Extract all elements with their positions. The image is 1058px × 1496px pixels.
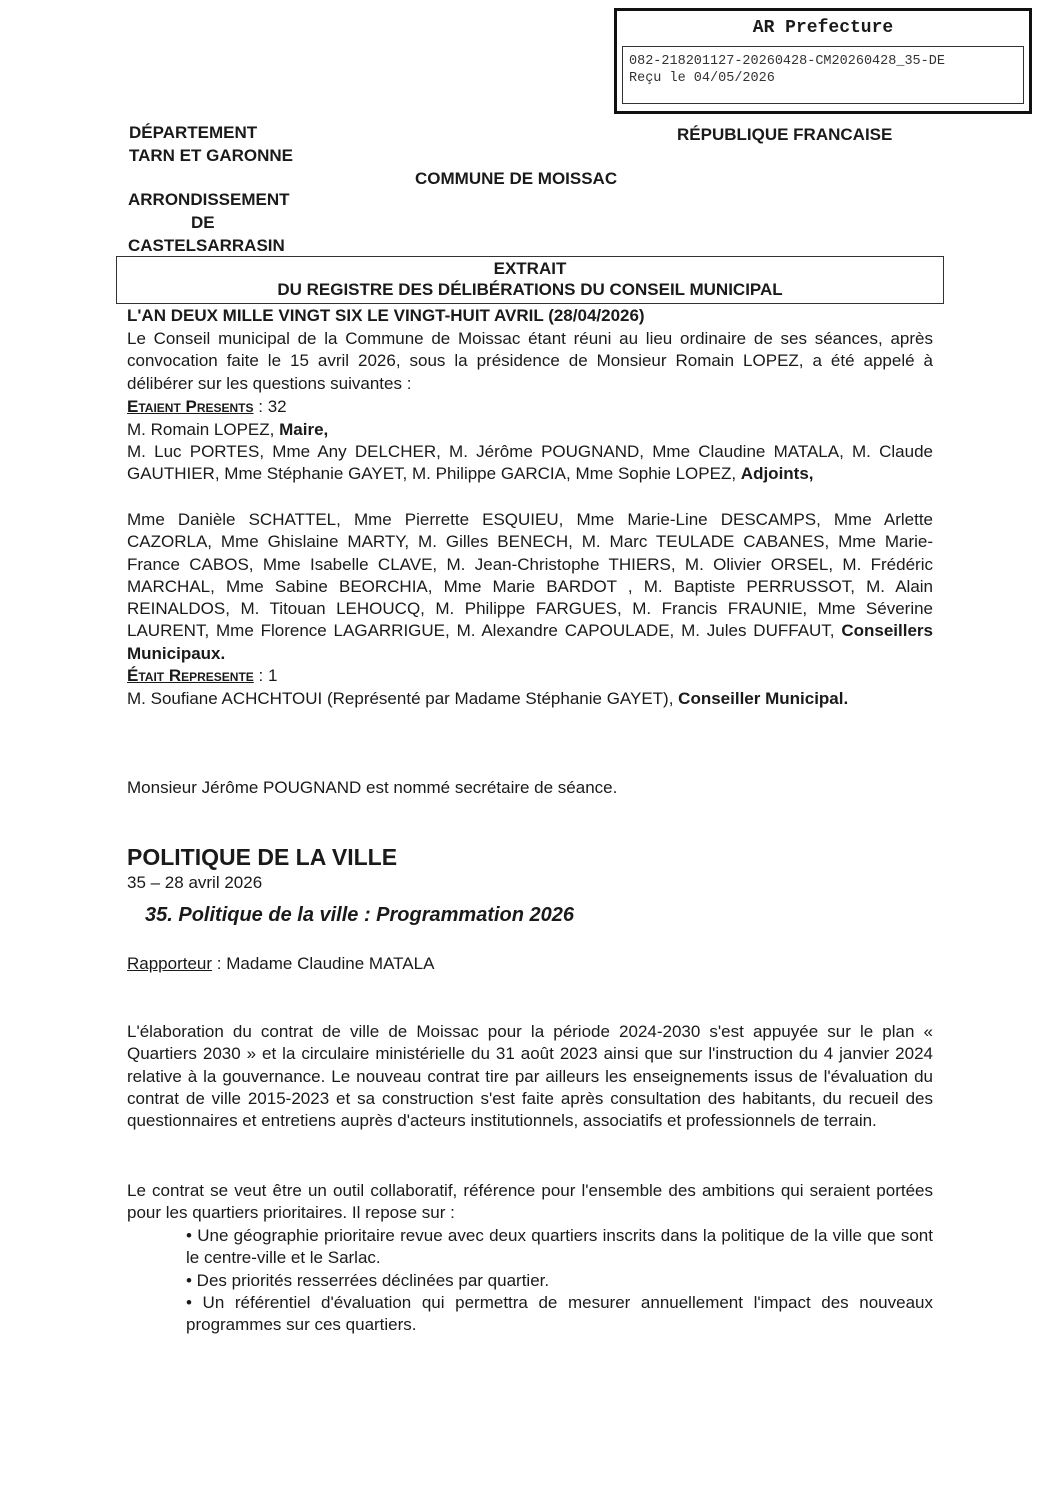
adjoints-names: M. Luc PORTES, Mme Any DELCHER, M. Jérôme POUGNAND, Mme Claudine MATALA, M. Claude GAUTHIER, Mme Stéphanie GAYET, M. Philippe GARCIA, Mme Sophie LOPEZ,: [127, 442, 933, 484]
rapporteur-label: Rapporteur: [127, 954, 213, 973]
arrondissement-line-1: ARRONDISSEMENT: [128, 190, 290, 209]
session-date: L'AN DEUX MILLE VINGT SIX LE VINGT-HUIT AVRIL (28/04/2026): [127, 306, 645, 325]
stamp-title: AR Prefecture: [752, 18, 894, 38]
stamp-reference: 082-218201127-20260428-CM20260428_35-DE: [629, 54, 945, 69]
conseillers-role: Conseillers Municipaux.: [127, 621, 933, 663]
departement-label: [129, 121, 293, 167]
arrondissement-label: [128, 188, 328, 257]
secretaire-line: Monsieur Jérôme POUGNAND est nommé secrétaire de séance.: [127, 778, 618, 797]
adjoints-block: [127, 441, 933, 486]
presents-label: Etaient Presents: [127, 397, 254, 416]
represente-count: : 1: [253, 666, 278, 685]
republique-label: RÉPUBLIQUE FRANCAISE: [677, 125, 893, 144]
maire-name: M. Romain LOPEZ,: [127, 420, 280, 439]
arrondissement-line-3: CASTELSARRASIN: [128, 236, 285, 255]
rapporteur-line: [127, 953, 933, 975]
rapporteur-value: : Madame Claudine MATALA: [212, 954, 435, 973]
paragraph-1: L'élaboration du contrat de ville de Moissac pour la période 2024-2030 s'est appuyée sur le plan « Quartiers 2030 » et la circulaire ministérielle du 31 août 2023 ainsi que sur l'instruction du 4 janvier 2024 relative à la gouvernance. Le nouveau contrat tire par ailleurs les enseignements issus de l'évaluation du contrat de ville 2015-2023 et sa construction s'est faite après consultation des habitants, du recueil des questionnaires et entretiens auprès d'acteurs institutionnels, associatifs et professionnels de terrain.: [127, 1022, 933, 1131]
section-ref: 35 – 28 avril 2026: [127, 873, 263, 892]
paragraph-2: Le contrat se veut être un outil collaboratif, référence pour l'ensemble des ambitions qui seraient portées pour les quartiers prioritaires. Il repose sur :: [127, 1181, 933, 1223]
extrait-line-2: DU REGISTRE DES DÉLIBÉRATIONS DU CONSEIL MUNICIPAL: [277, 280, 783, 299]
list-item: • Un référentiel d'évaluation qui permettra de mesurer annuellement l'impact des nouveaux programmes sur ces quartiers.: [186, 1292, 933, 1335]
adjoints-role: Adjoints,: [740, 464, 814, 484]
maire-role: Maire,: [279, 420, 329, 439]
stamp-details: [622, 46, 1024, 104]
list-item: • Des priorités resserrées déclinées par quartier.: [186, 1270, 550, 1290]
bullet-list: [186, 1225, 933, 1336]
presents-line: [127, 396, 933, 418]
section-title: POLITIQUE DE LA VILLE: [127, 844, 398, 870]
conseillers-block: [127, 509, 933, 665]
list-item: • Une géographie prioritaire revue avec deux quartiers inscrits dans la politique de la ville que sont le centre-ville et le Sarlac.: [186, 1226, 933, 1268]
departement-line-2: TARN ET GARONNE: [129, 146, 294, 165]
represente-label: Était Represente: [127, 666, 254, 685]
represente-line: [127, 665, 933, 687]
extrait-line-1: EXTRAIT: [493, 259, 567, 278]
commune-label: COMMUNE DE MOISSAC: [415, 169, 618, 188]
arrondissement-line-2: DE: [191, 213, 215, 232]
represente-names: M. Soufiane ACHCHTOUI (Représenté par Madame Stéphanie GAYET),: [127, 689, 679, 708]
departement-line-1: DÉPARTEMENT: [129, 123, 258, 142]
session-intro: Le Conseil municipal de la Commune de Moissac étant réuni au lieu ordinaire de ses séances, après convocation faite le 15 avril 2026, sous la présidence de Monsieur Romain LOPEZ, a été appelé à délibérer sur les questions suivantes :: [127, 329, 933, 393]
extrait-heading: [116, 258, 944, 300]
represente-role: Conseiller Municipal.: [678, 689, 849, 708]
presents-count: : 32: [253, 397, 287, 416]
conseillers-names: Mme Danièle SCHATTEL, Mme Pierrette ESQUIEU, Mme Marie-Line DESCAMPS, Mme Arlette CAZORLA, Mme Ghislaine MARTY, M. Gilles BENECH, M. Marc TEULADE CABANES, Mme Marie-France CABOS, Mme Isabelle CLAVE, M. Jean-Christophe THIERS, M. Olivier ORSEL, M. Frédéric MARCHAL, Mme Sabine BEORCHIA, Mme Marie BARDOT , M. Baptiste PERRUSSOT, M. Alain REINALDOS, M. Titouan LEHOUCQ, M. Philippe FARGUES, M. Francis FRAUNIE, Mme Séverine LAURENT, Mme Florence LAGARRIGUE, M. Alexandre CAPOULADE, M. Jules DUFFAUT,: [127, 510, 933, 641]
item-title: 35. Politique de la ville : Programmation 2026: [145, 904, 575, 926]
stamp-received: Reçu le 04/05/2026: [629, 71, 775, 86]
represente-block: [127, 688, 933, 710]
maire-line: [127, 419, 933, 441]
